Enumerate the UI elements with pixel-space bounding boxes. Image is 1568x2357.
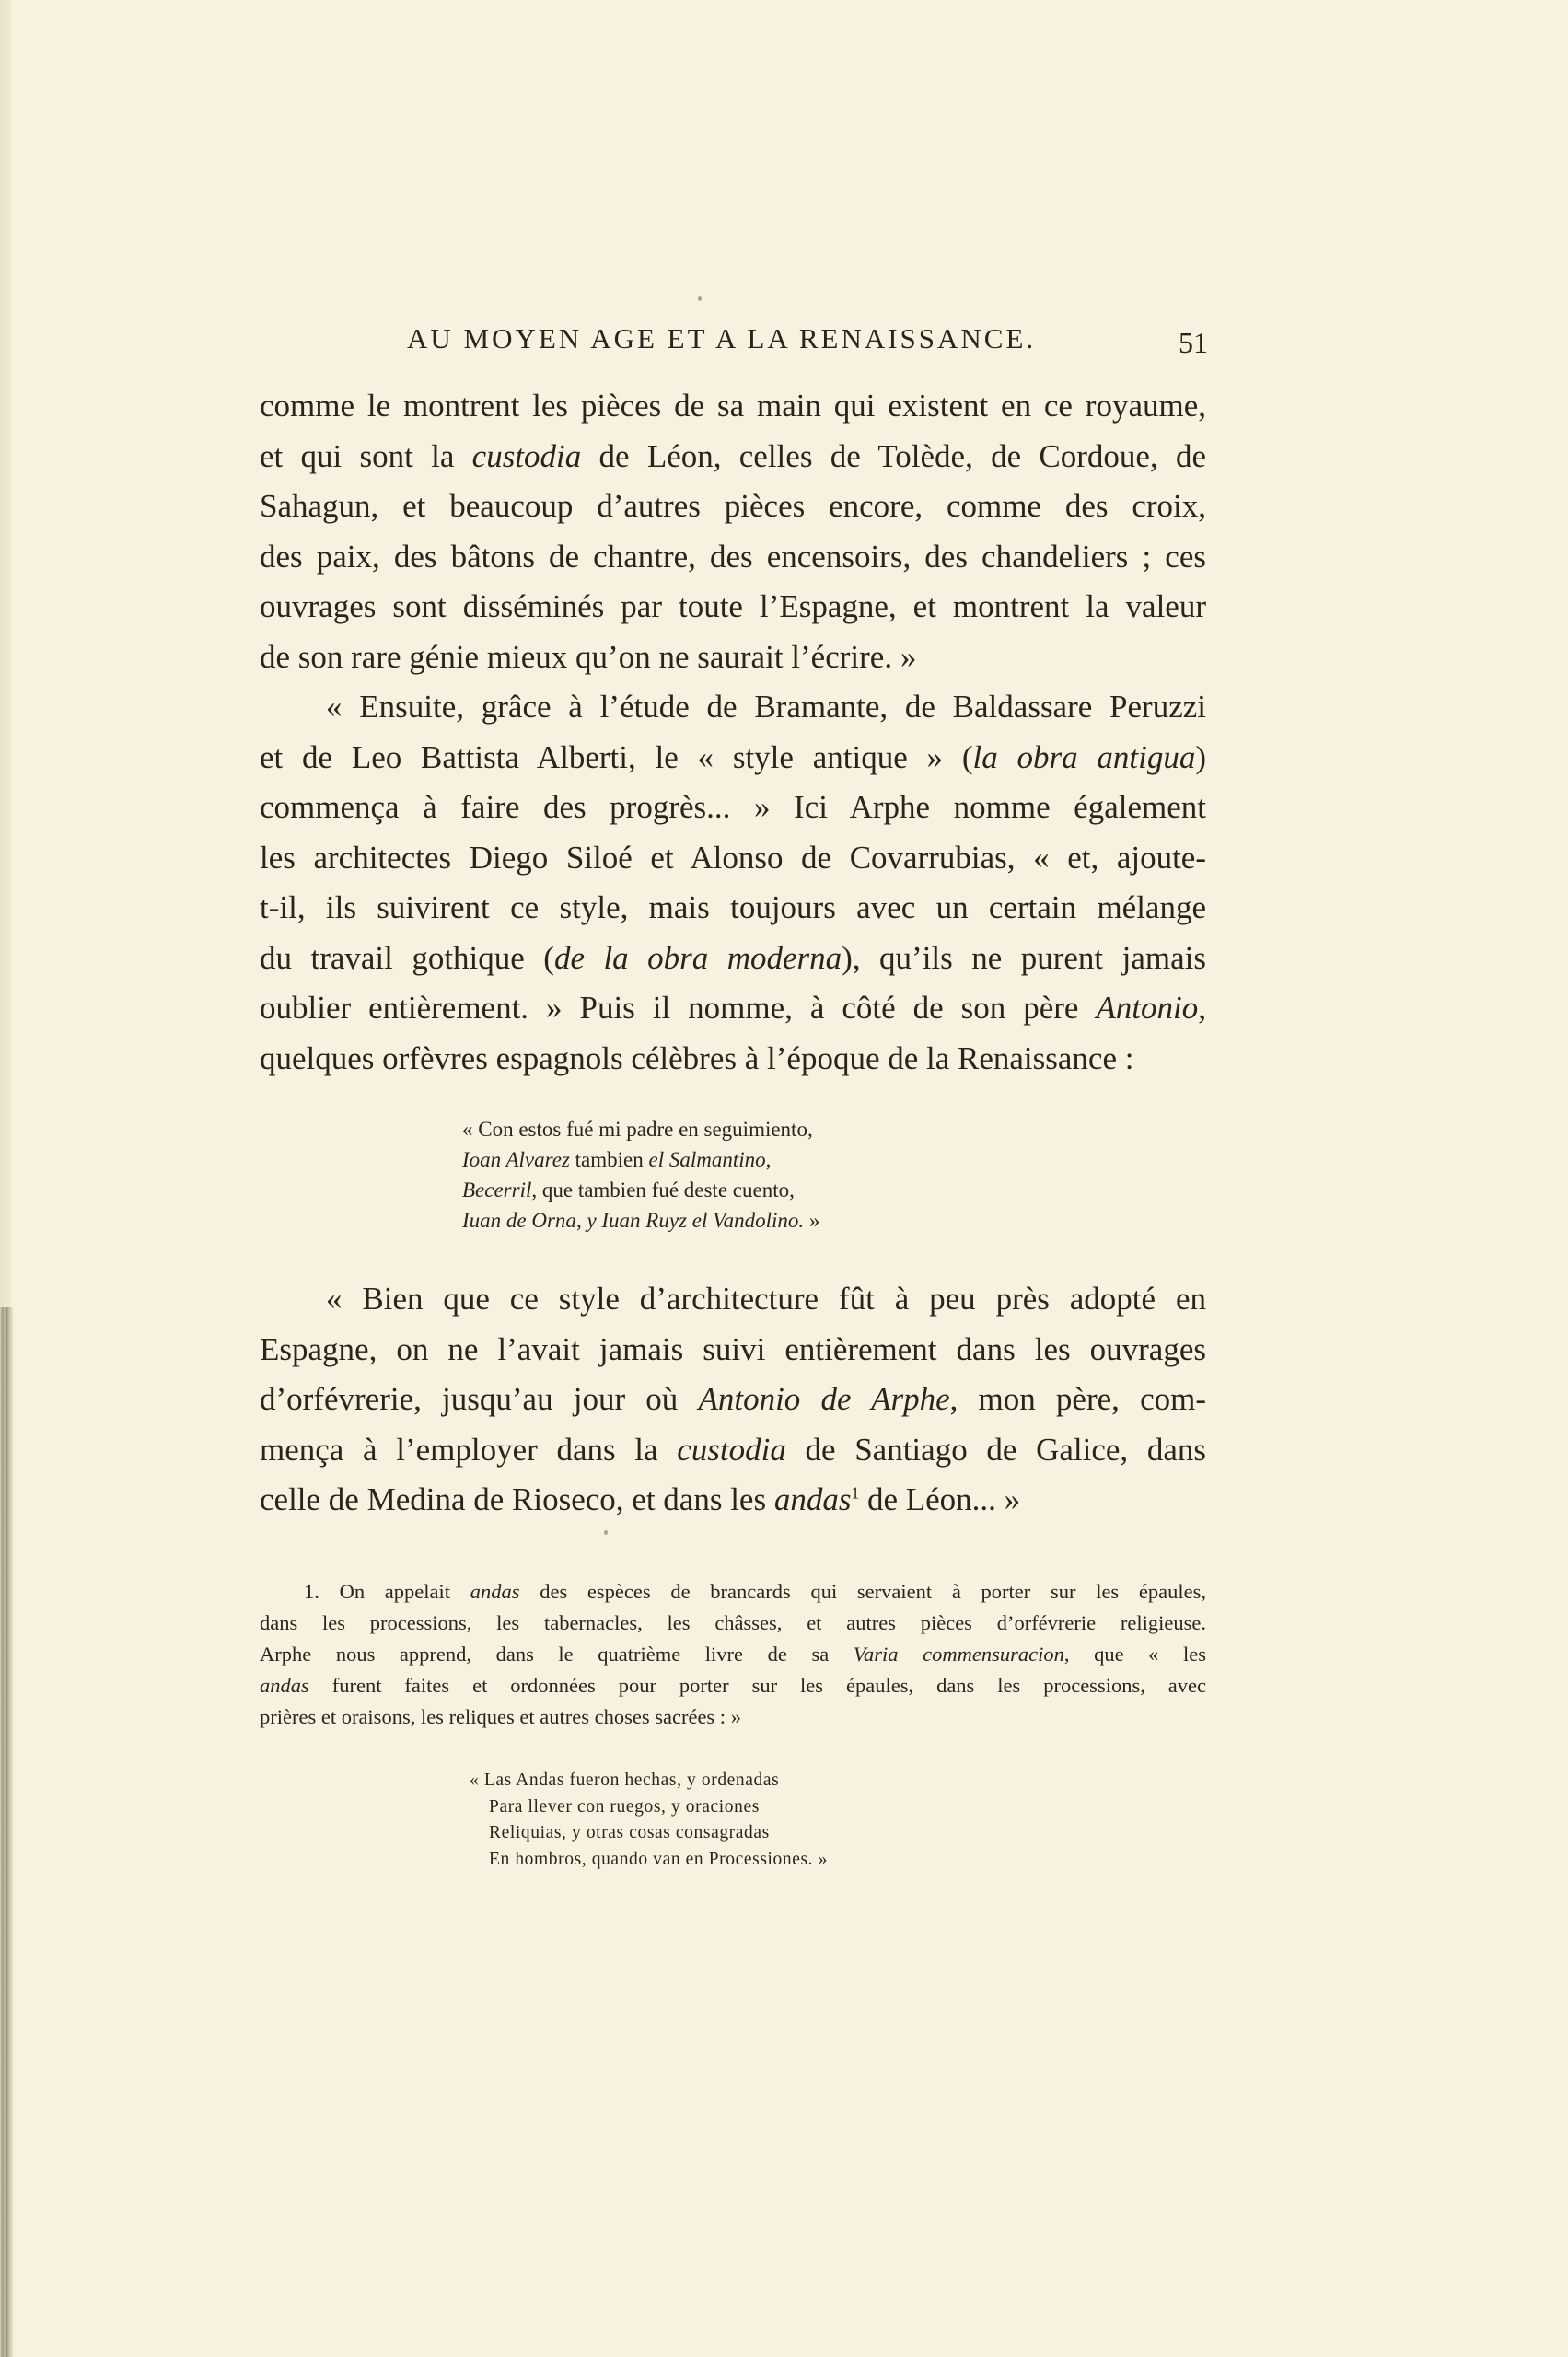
text-run: celle de Medina de Rioseco, et dans les [260, 1481, 774, 1517]
footnote-1 [260, 1576, 1206, 1733]
italic-text: Iuan de Orna [462, 1209, 576, 1232]
verse-quotation-2 [470, 1768, 828, 1873]
text-run: Sahagun, et beaucoup d’autres pièces encore, comme des croix, [260, 488, 1206, 524]
text-run: 1. On appelait [304, 1580, 470, 1603]
italic-text: Ioan Alvarez [462, 1148, 570, 1171]
text-line [260, 1325, 1206, 1376]
text-line [260, 532, 1206, 583]
verse-line [462, 1205, 941, 1236]
text-run: « Con estos fué mi padre en seguimiento, [462, 1118, 813, 1141]
italic-text: custodia [677, 1431, 786, 1468]
text-run: ), qu’ils ne purent jamais [842, 939, 1206, 976]
text-run: et qui sont la [260, 437, 472, 474]
text-run: des espèces de brancards qui servaient à porter sur les épaules, [519, 1580, 1206, 1603]
text-run: de Léon... » [859, 1481, 1021, 1517]
italic-text: andas [260, 1674, 309, 1697]
text-run: d’orfévrerie, jusqu’au jour où [260, 1381, 699, 1417]
footnote-ref: 1 [851, 1483, 860, 1503]
main-text-continued [260, 1274, 1206, 1526]
paragraph-1 [260, 381, 1206, 682]
italic-text: Varia commensuracion [853, 1643, 1064, 1666]
text-run: « Ensuite, grâce à l’étude de Bramante, de Baldassare Peruzzi [326, 689, 1206, 725]
paper-speck [698, 296, 702, 301]
text-line [260, 633, 1206, 683]
paragraph-2 [260, 682, 1206, 1084]
book-spine-shadow [0, 1307, 13, 2357]
text-line [260, 1425, 1206, 1476]
text-line [260, 1701, 1206, 1733]
text-run: , [1198, 990, 1206, 1026]
text-line [260, 733, 1206, 784]
text-run: et de Leo Battista Alberti, le « style antique » ( [260, 738, 973, 775]
text-line [260, 934, 1206, 984]
text-line [260, 883, 1206, 934]
italic-text: la obra antigua [972, 738, 1196, 775]
text-line [260, 783, 1206, 833]
text-run: prières et oraisons, les reliques et autres choses sacrées : » [260, 1705, 741, 1728]
text-run: , [765, 1148, 772, 1171]
italic-text: y Iuan Ruyz el Vandolino. [587, 1209, 805, 1232]
text-run: » [804, 1209, 820, 1232]
text-run: de son rare génie mieux qu’on ne saurait l’écrire. » [260, 638, 917, 675]
text-line [260, 983, 1206, 1034]
italic-text: andas [773, 1481, 852, 1517]
text-run: ) [1195, 738, 1207, 775]
verse-line [462, 1114, 941, 1144]
text-run: mença à l’employer dans la [260, 1431, 678, 1468]
italic-text: Becerril [462, 1178, 532, 1202]
paper-speck [604, 1530, 608, 1535]
text-line [260, 1670, 1206, 1701]
text-run: t-il, ils suivirent ce style, mais toujours avec un certain mélange [260, 889, 1206, 925]
text-run: , que tambien fué deste cuento, [531, 1178, 795, 1202]
text-line [260, 1639, 1206, 1670]
text-line [260, 381, 1206, 432]
verse-quotation-1 [462, 1114, 941, 1236]
text-run: du travail gothique ( [260, 939, 554, 976]
text-run: les architectes Diego Siloé et Alonso de Covarrubias, « et, ajoute- [260, 839, 1206, 876]
text-line [260, 682, 1206, 733]
text-line [260, 1576, 1206, 1608]
text-run: tambien [569, 1148, 649, 1171]
verse-line: En hombros, quando van en Processiones. » [489, 1849, 828, 1869]
verse-line [462, 1144, 941, 1175]
text-line [260, 1375, 1206, 1425]
text-run: ouvrages sont disséminés par toute l’Espagne, et montrent la valeur [260, 588, 1206, 624]
text-run: furent faites et ordonnées pour porter sur les épaules, dans les processions, avec [308, 1674, 1206, 1697]
text-run: comme le montrent les pièces de sa main qui existent en ce royaume, [260, 388, 1206, 424]
verse-line: Reliquias, y otras cosas consagradas [489, 1823, 770, 1842]
text-line [260, 482, 1206, 532]
text-run: commença à faire des progrès... » Ici Arphe nomme également [260, 789, 1206, 825]
text-line [260, 432, 1206, 482]
italic-text: de la obra moderna [553, 939, 842, 976]
italic-text: el Salmantino [648, 1148, 766, 1171]
footnote-text [260, 1576, 1206, 1733]
verse-line: Para llever con ruegos, y oraciones [489, 1796, 760, 1817]
text-run: des paix, des bâtons de chantre, des encensoirs, des chandeliers ; ces [260, 538, 1206, 575]
text-line [260, 1034, 1206, 1085]
text-line [260, 582, 1206, 633]
text-run: quelques orfèvres espagnols célèbres à l’époque de la Renaissance : [260, 1039, 1134, 1076]
text-run: , mon père, com- [949, 1381, 1206, 1417]
text-run: dans les processions, les tabernacles, les châsses, et autres pièces d’orfévrerie religieuse. [260, 1611, 1206, 1634]
text-run: Arphe nous apprend, dans le quatrième livre de sa [260, 1643, 854, 1666]
text-line [260, 1475, 1206, 1526]
text-run: Espagne, on ne l’avait jamais suivi entièrement dans les ouvrages [260, 1330, 1206, 1367]
page-number: 51 [1179, 326, 1208, 359]
italic-text: Antonio [1096, 990, 1199, 1026]
text-line [260, 1608, 1206, 1639]
verse-line: « Las Andas fueron hechas, y ordenadas [470, 1771, 780, 1790]
italic-text: custodia [471, 437, 582, 474]
text-run: , [575, 1209, 587, 1232]
text-run: de Léon, celles de Tolède, de Cordoue, de [581, 437, 1206, 474]
page-edge [0, 0, 11, 1307]
text-line [260, 833, 1206, 884]
text-run: « Bien que ce style d’architecture fût à peu près adopté en [326, 1281, 1206, 1317]
text-run: de Santiago de Galice, dans [785, 1431, 1206, 1468]
text-run: , que « les [1063, 1643, 1207, 1666]
text-line [260, 1274, 1206, 1325]
main-text [260, 381, 1206, 1084]
paragraph-3 [260, 1274, 1206, 1526]
italic-text: andas [470, 1580, 520, 1603]
text-run: oublier entièrement. » Puis il nomme, à côté de son père [260, 990, 1097, 1026]
italic-text: Antonio de Arphe [698, 1381, 950, 1417]
running-head: AU MOYEN AGE ET A LA RENAISSANCE. [407, 322, 1037, 354]
verse-line [462, 1175, 941, 1205]
